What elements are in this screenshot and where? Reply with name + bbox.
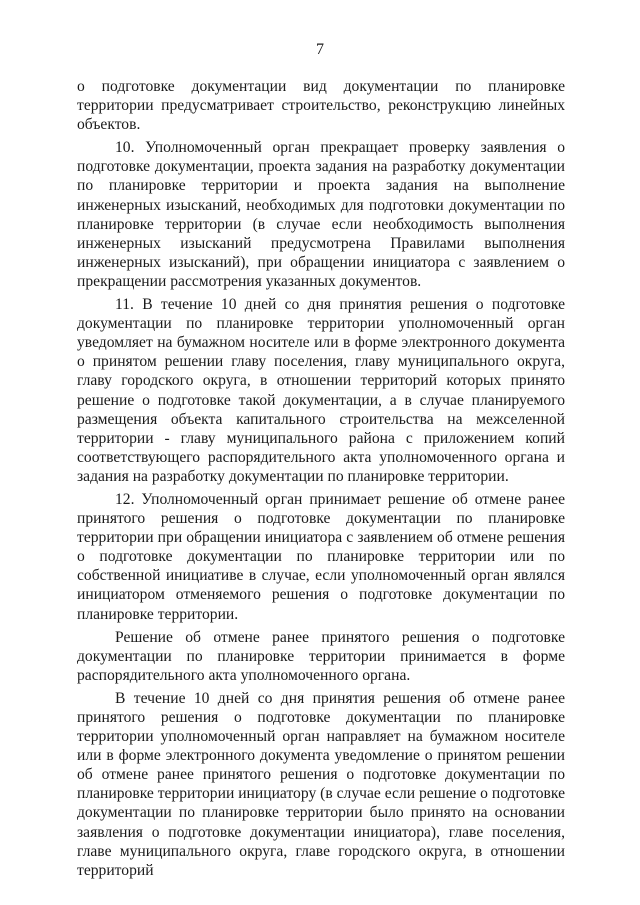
paragraph-cancellation-form: Решение об отмене ранее принятого решения о подготовке документации по планировке территории принимается в форме распорядительного акта уполномоченного органа. <box>77 628 565 684</box>
paragraph-item-11: 11. В течение 10 дней со дня принятия решения о подготовке документации по планировке территории уполномоченный орган уведомляет на бумажном носителе или в форме электронного документа о принятом решении главу поселения, главу муниципального округа, главу городского округа, в отношении территорий которых принято решение о подготовке такой документации, а в случае планируемого размещения объекта капитального строительства на межселенной территории - главу муниципального района с приложением копий соответствующего распорядительного акта уполномоченного органа и задания на разработку документации по планировке территории. <box>77 296 565 485</box>
page-number: 7 <box>316 41 324 58</box>
paragraph-item-10: 10. Уполномоченный орган прекращает проверку заявления о подготовке документации, проекта задания на разработку документации по планировке территории и проекта задания на выполнение инженерных изысканий, необходимых для подготовки документации по планировке территории (в случае если необходимость выполнения инженерных изысканий предусмотрена Правилами выполнения инженерных изысканий), при обращении инициатора с заявлением о прекращении рассмотрения указанных документов. <box>77 139 565 290</box>
paragraph-item-12: 12. Уполномоченный орган принимает решение об отмене ранее принятого решения о подготовке документации по планировке территории при обращении инициатора с заявлением об отмене решения о подготовке документации по планировке территории или по собственной инициативе в случае, если уполномоченный орган являлся инициатором отменяемого решения о подготовке документации по планировке территории. <box>77 490 565 623</box>
paragraph-continuation: о подготовке документации вид документации по планировке территории предусматривает строительство, реконструкцию линейных объектов. <box>77 78 565 134</box>
document-body <box>77 77 565 880</box>
paragraph-cancellation-notice: В течение 10 дней со дня принятия решения об отмене ранее принятого решения о подготовке документации по планировке территории уполномоченный орган направляет на бумажном носителе или в форме электронного документа уведомление о принятом решении об отмене ранее принятого решения о подготовке документации по планировке территории инициатору (в случае если решение о подготовке документации по планировке территории было принято на основании заявления о подготовке документации инициатора), главе поселения, главе муниципального округа, главе городского округа, в отношении территорий <box>77 689 565 879</box>
